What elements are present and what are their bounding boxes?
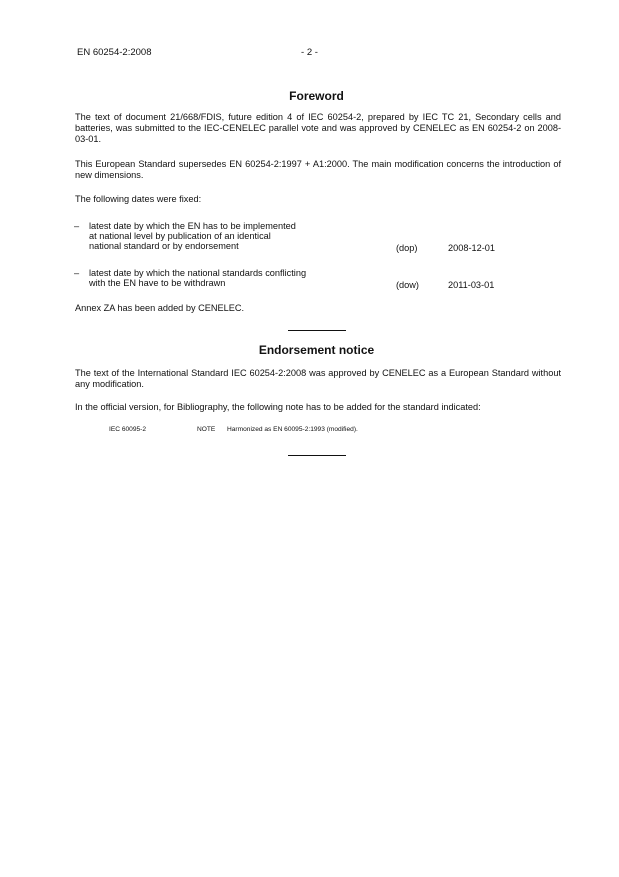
section-divider [288, 330, 346, 331]
date-entry-line: at national level by publication of an identical [89, 231, 271, 241]
date-entry-description [89, 221, 369, 251]
foreword-title: Foreword [289, 89, 344, 103]
date-entry-line: latest date by which the national standards conflicting [89, 268, 307, 278]
note-text: Harmonized as EN 60095-2:1993 (modified). [227, 426, 358, 433]
date-value-dop: 2008-12-01 [448, 243, 495, 253]
date-entry-line: latest date by which the EN has to be implemented [89, 221, 296, 231]
endorsement-paragraph-2: In the official version, for Bibliography, the following note has to be added for the standard indicated: [75, 402, 481, 412]
foreword-paragraph-1: The text of document 21/668/FDIS, future edition 4 of IEC 60254-2, prepared by IEC TC 21, Secondary cells and batteries, was submitted to the IEC-CENELEC parallel vote and was approved by CENELEC as EN 60254-2 on 2008-03-01. [75, 112, 561, 144]
date-entry-line: with the EN have to be withdrawn [89, 278, 226, 288]
note-standard: IEC 60095-2 [109, 426, 147, 433]
list-dash: – [74, 268, 80, 278]
date-tag-dow: (dow) [396, 280, 419, 290]
section-divider-end [288, 455, 346, 456]
foreword-paragraph-3: The following dates were fixed: [75, 194, 202, 204]
list-dash: – [74, 221, 80, 231]
annex-note: Annex ZA has been added by CENELEC. [75, 303, 245, 313]
date-entry-description [89, 268, 369, 288]
header-doc-id: EN 60254-2:2008 [77, 47, 152, 58]
foreword-paragraph-2: This European Standard supersedes EN 60254-2:1997 + A1:2000. The main modification concerns the introduction of new dimensions. [75, 159, 561, 180]
date-value-dow: 2011-03-01 [448, 280, 495, 290]
endorsement-paragraph-1: The text of the International Standard IEC 60254-2:2008 was approved by CENELEC as a European Standard without any modification. [75, 368, 561, 389]
note-label: NOTE [197, 426, 216, 433]
endorsement-title: Endorsement notice [258, 343, 375, 357]
date-tag-dop: (dop) [396, 243, 418, 253]
header-page-number: - 2 - [301, 47, 318, 58]
date-entry-line: national standard or by endorsement [89, 241, 239, 251]
